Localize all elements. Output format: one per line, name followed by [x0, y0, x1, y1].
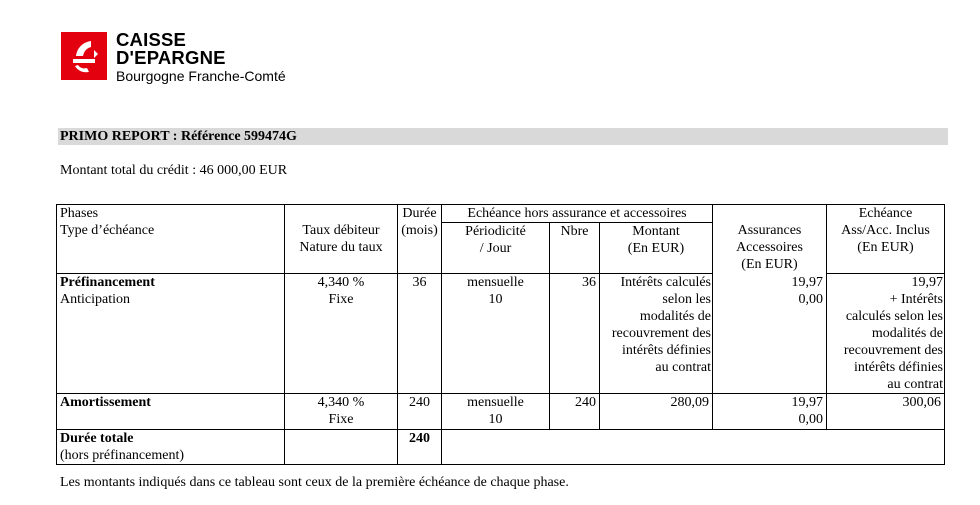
header-nbre: Nbre	[550, 223, 600, 274]
header-periodicite: Périodicité / Jour	[442, 223, 550, 274]
header-taux: Taux débiteur Nature du taux	[285, 205, 398, 274]
periodicite-cell: mensuelle 10	[442, 394, 550, 430]
nbre-cell: 240	[550, 394, 600, 430]
phase-cell: Préfinancement Anticipation	[57, 274, 285, 394]
bank-logo	[61, 31, 321, 87]
table-header-row	[57, 205, 945, 223]
squirrel-logo-icon	[61, 32, 107, 80]
header-echeance-group: Echéance hors assurance et accessoires	[442, 205, 713, 223]
taux-cell: 4,340 % Fixe	[285, 394, 398, 430]
echeance-cell: 19,97 + Intérêts calculés selon les modalités de recouvrement des intérêts définies au contrat	[827, 274, 945, 394]
table-total-row	[57, 430, 945, 465]
total-blank-cell	[442, 430, 945, 465]
table-row	[57, 394, 945, 430]
phase-cell: Amortissement	[57, 394, 285, 430]
duree-cell: 240	[398, 394, 442, 430]
bank-region: Bourgogne Franche-Comté	[116, 68, 286, 84]
nbre-cell: 36	[550, 274, 600, 394]
schedule-table	[56, 204, 945, 465]
footnote: Les montants indiqués dans ce tableau sont ceux de la première échéance de chaque phase.	[60, 475, 569, 490]
header-montant: Montant (En EUR)	[600, 223, 713, 274]
total-empty-cell	[285, 430, 398, 465]
header-assurances: Assurances Accessoires (En EUR)	[713, 205, 827, 274]
echeance-cell: 300,06	[827, 394, 945, 430]
duree-cell: 36	[398, 274, 442, 394]
montant-cell: 280,09	[600, 394, 713, 430]
bank-name: CAISSE D'EPARGNE	[116, 29, 226, 68]
header-phases: Phases Type d’échéance	[57, 205, 285, 274]
taux-cell: 4,340 % Fixe	[285, 274, 398, 394]
assurance-cell: 19,97 0,00	[713, 274, 827, 394]
table-row	[57, 274, 945, 394]
assurance-cell: 19,97 0,00	[713, 394, 827, 430]
credit-total: Montant total du crédit : 46 000,00 EUR	[60, 163, 288, 178]
header-echeance-incluse: Echéance Ass/Acc. Inclus (En EUR)	[827, 205, 945, 274]
periodicite-cell: mensuelle 10	[442, 274, 550, 394]
report-title: PRIMO REPORT : Référence 599474G	[58, 128, 948, 145]
montant-cell: Intérêts calculés selon les modalités de recouvrement des intérêts définies au contrat	[600, 274, 713, 394]
total-label-cell: Durée totale (hors préfinancement)	[57, 430, 285, 465]
total-duree-cell: 240	[398, 430, 442, 465]
header-duree: Durée (mois)	[398, 205, 442, 274]
